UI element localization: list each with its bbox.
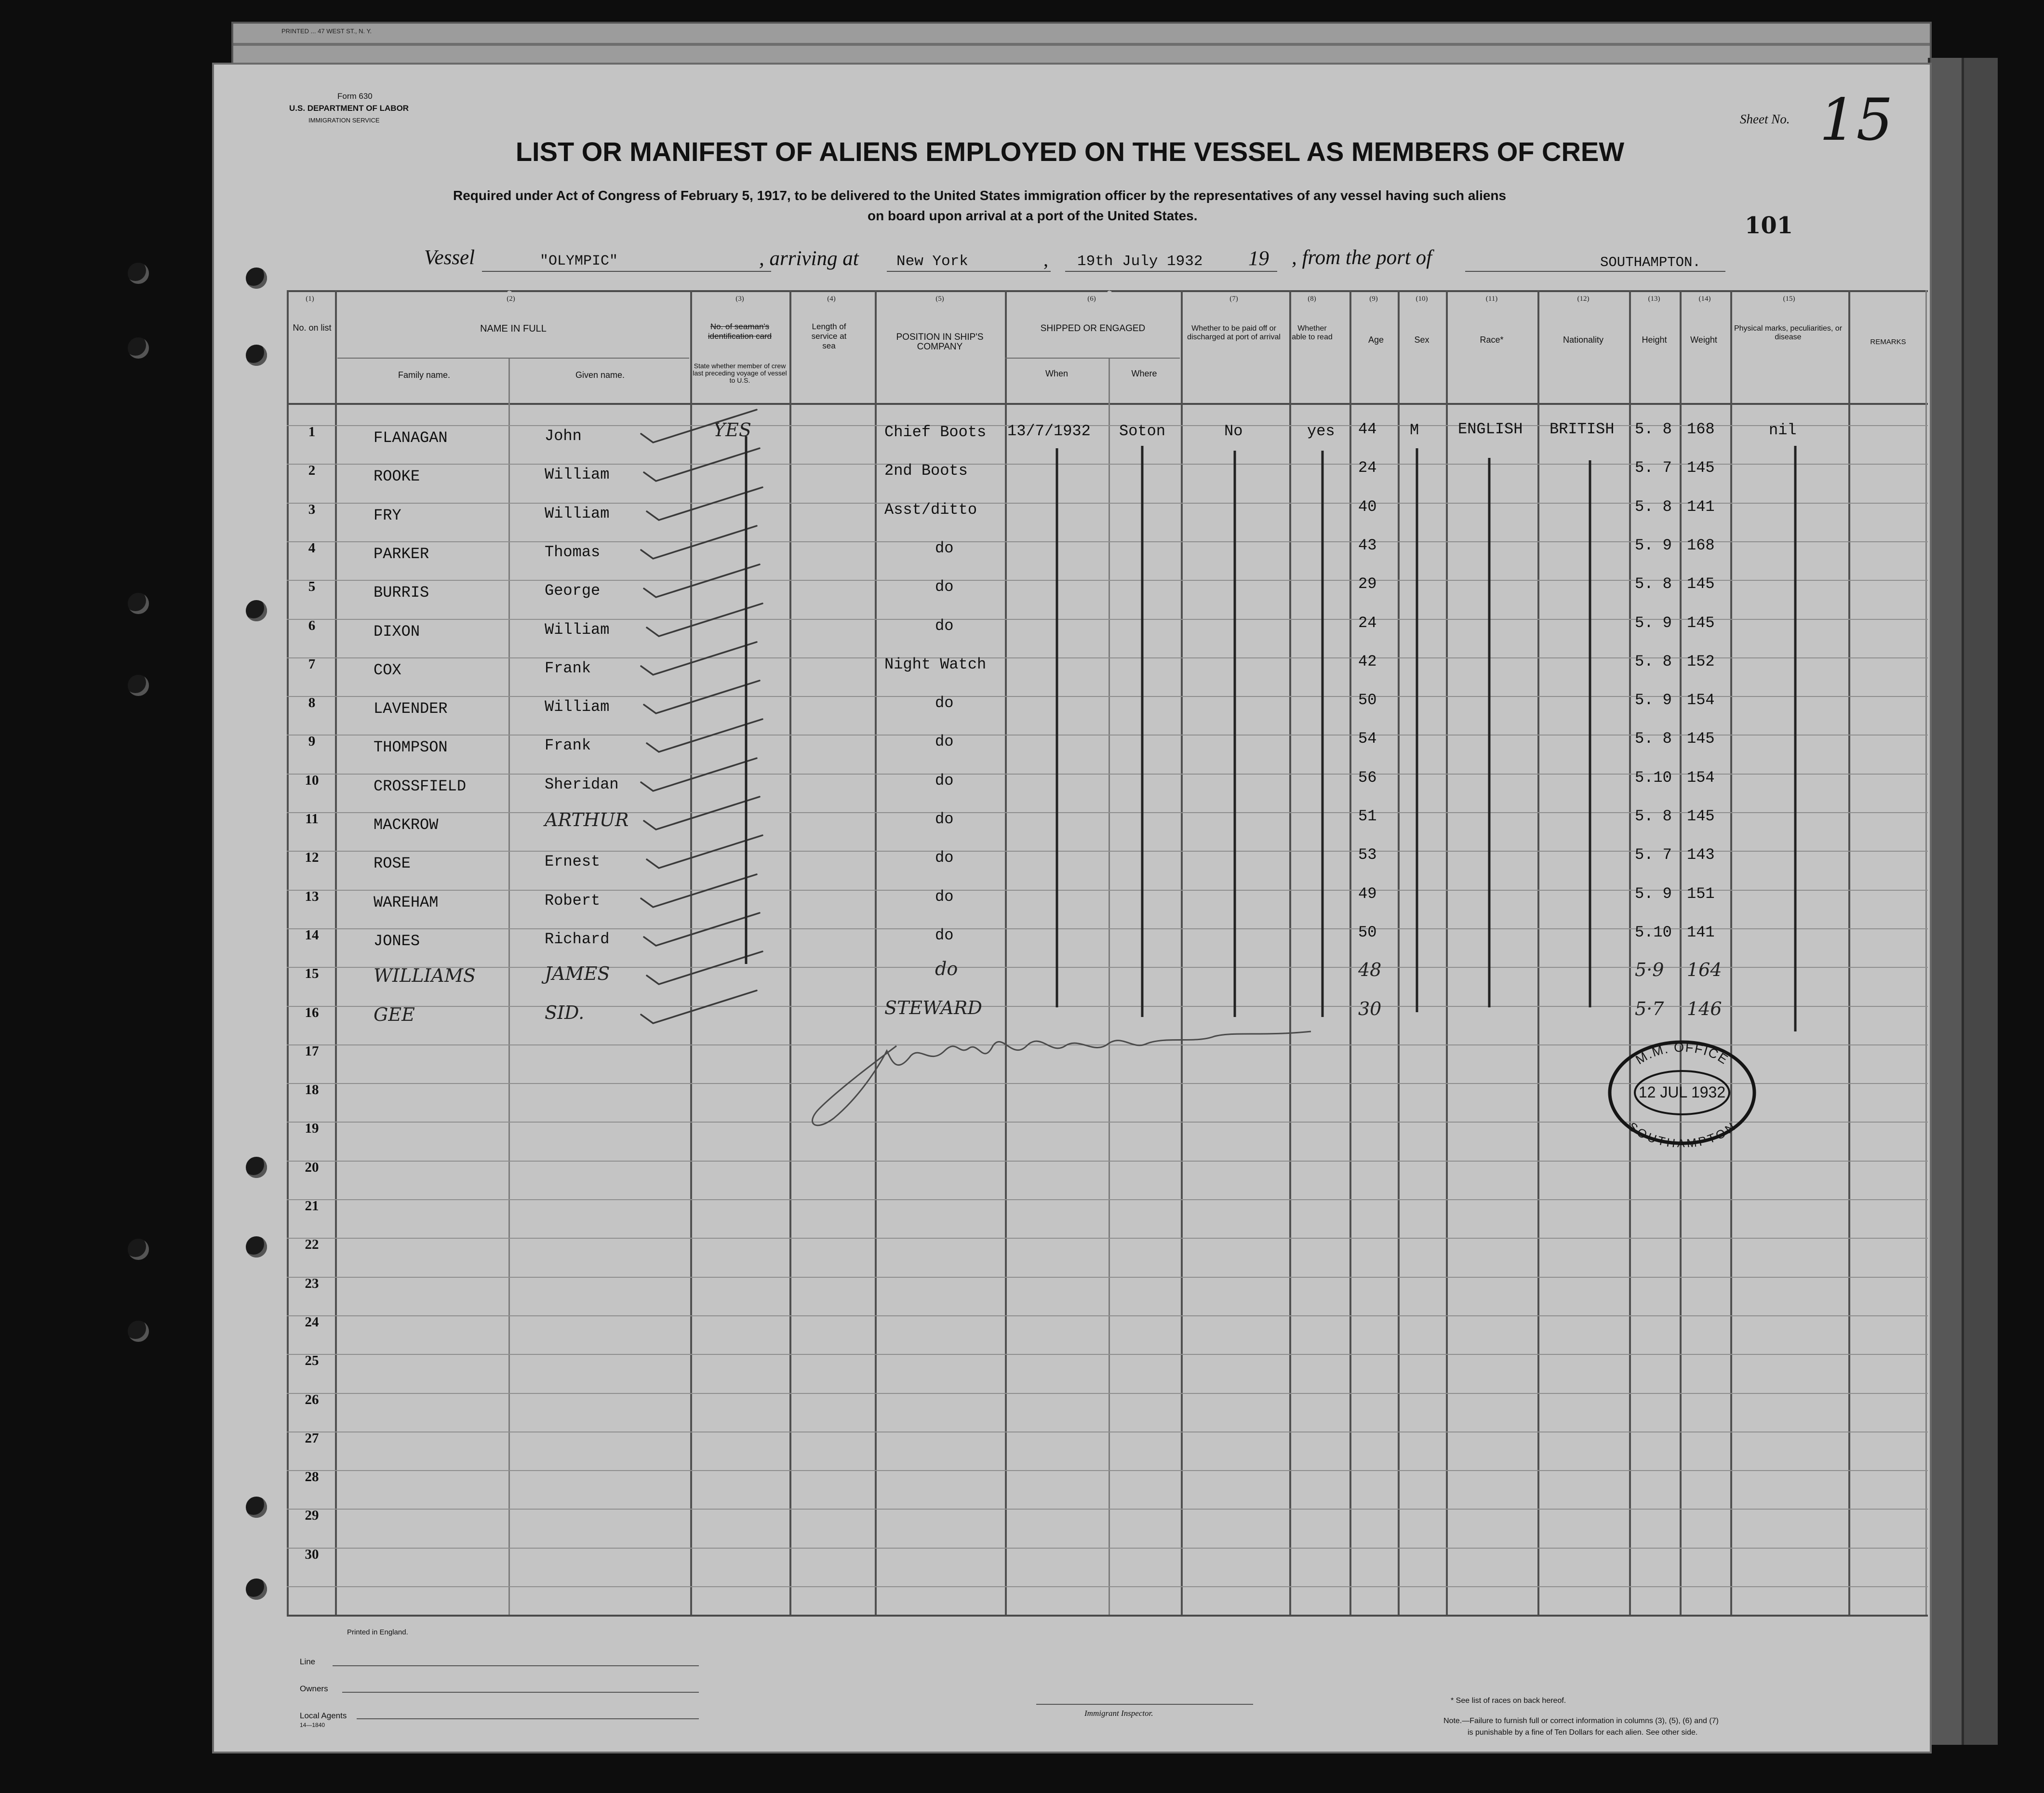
- check-mark: [644, 913, 760, 946]
- row-number: 8: [308, 695, 316, 710]
- age: 44: [1358, 420, 1377, 438]
- height: 5. 7: [1635, 846, 1672, 864]
- given-name: JAMES: [545, 963, 610, 984]
- check-mark: [641, 874, 757, 907]
- column-number: (5): [935, 295, 944, 303]
- header-position: POSITION IN SHIP'S COMPANY: [896, 332, 984, 352]
- row-number: 15: [305, 966, 319, 981]
- shipped-where: Soton: [1119, 422, 1166, 440]
- given-name: ARTHUR: [545, 809, 629, 830]
- age: 51: [1358, 807, 1377, 825]
- header-able-to-read: Whether able to read: [1292, 324, 1333, 341]
- height: 5. 9: [1635, 614, 1672, 632]
- position: Asst/ditto: [884, 501, 977, 519]
- row-number: 30: [305, 1547, 319, 1562]
- given-name: Ernest: [545, 853, 601, 870]
- row-number: 21: [305, 1198, 319, 1214]
- row-number: 4: [308, 540, 316, 556]
- subtitle-line-1: Required under Act of Congress of February 5, 1917, to be delivered to the United States immigration officer by the representatives of any vessel having such aliens: [453, 188, 1507, 203]
- row-number: 27: [305, 1431, 319, 1446]
- height: 5. 7: [1635, 459, 1672, 477]
- column-number: (14): [1698, 295, 1711, 303]
- header-given-name: Given name.: [575, 370, 625, 380]
- race: ENGLISH: [1458, 420, 1523, 438]
- family-name: WAREHAM: [374, 894, 439, 911]
- column-number: (11): [1485, 295, 1498, 303]
- row-number: 9: [308, 734, 316, 749]
- position: do: [935, 733, 954, 750]
- given-name: William: [545, 621, 610, 639]
- check-mark: [641, 642, 757, 675]
- service-label: IMMIGRATION SERVICE: [308, 117, 380, 124]
- stamp-bottom-text: SOUTHAMPTON: [1625, 1120, 1739, 1147]
- header-weight: Weight: [1690, 335, 1717, 345]
- header-length-of-service: Length of service at sea: [811, 322, 847, 350]
- family-name: JONES: [374, 932, 420, 950]
- weight: 143: [1687, 846, 1715, 864]
- row-number: 23: [305, 1276, 319, 1291]
- column-number: (10): [1416, 295, 1428, 303]
- height: 5. 8: [1635, 730, 1672, 748]
- weight: 145: [1687, 575, 1715, 593]
- weight: 168: [1687, 420, 1715, 438]
- footer-note-2: is punishable by a fine of Ten Dollars for each alien. See other side.: [1468, 1728, 1698, 1737]
- weight: 151: [1687, 885, 1715, 903]
- arrival-port: New York: [896, 253, 968, 270]
- local-agents-label: Local Agents: [300, 1711, 347, 1720]
- weight: 145: [1687, 730, 1715, 748]
- position: Night Watch: [884, 656, 987, 673]
- header-where: Where: [1131, 369, 1157, 378]
- height: 5. 8: [1635, 575, 1672, 593]
- row-number: 13: [305, 889, 319, 904]
- row-number: 2: [308, 463, 316, 478]
- row-number: 11: [305, 811, 319, 827]
- age: 50: [1358, 691, 1377, 709]
- row-number: 7: [308, 656, 316, 672]
- height: 5. 8: [1635, 420, 1672, 438]
- age: 54: [1358, 730, 1377, 748]
- reference-number: 101: [1745, 212, 1793, 239]
- column-number: (2): [507, 295, 515, 303]
- age: 43: [1358, 536, 1377, 554]
- check-mark: [644, 564, 760, 597]
- header-id-card-note: State whether member of crew last preceding voyage of vessel to U.S.: [693, 362, 787, 384]
- age: 56: [1358, 769, 1377, 787]
- arriving-label: , arriving at: [759, 247, 859, 270]
- header-family-name: Family name.: [398, 370, 451, 380]
- age: 48: [1358, 959, 1382, 980]
- given-name: SID.: [545, 1002, 585, 1023]
- family-name: LAVENDER: [374, 700, 448, 718]
- form-code: 14—1840: [300, 1722, 325, 1728]
- height: 5. 8: [1635, 498, 1672, 516]
- weight: 154: [1687, 769, 1715, 787]
- age: 42: [1358, 653, 1377, 670]
- height: 5·9: [1635, 959, 1664, 980]
- weight: 145: [1687, 614, 1715, 632]
- family-name: DIXON: [374, 623, 420, 641]
- from-port-label: , from the port of: [1292, 246, 1432, 269]
- row-number: 16: [305, 1005, 319, 1020]
- sheet-label: Sheet No.: [1740, 112, 1790, 126]
- family-name: ROOKE: [374, 468, 420, 485]
- position: do: [935, 539, 954, 557]
- header-race: Race*: [1480, 335, 1504, 345]
- column-number: (9): [1369, 295, 1378, 303]
- column-number: (12): [1577, 295, 1590, 303]
- position: do: [935, 888, 954, 906]
- subtitle-line-2: on board upon arrival at a port of the United States.: [868, 208, 1198, 223]
- family-name: THOMPSON: [374, 738, 448, 756]
- column-number: (15): [1783, 295, 1795, 303]
- header-sex: Sex: [1414, 335, 1429, 345]
- height: 5. 9: [1635, 536, 1672, 554]
- stamp-date: 12 JUL 1932: [1638, 1084, 1726, 1101]
- given-name: Frank: [545, 736, 591, 754]
- sheet-number: 15: [1819, 87, 1893, 154]
- given-name: George: [545, 582, 601, 600]
- height: 5. 8: [1635, 807, 1672, 825]
- vessel-label: Vessel: [424, 246, 475, 269]
- row-number: 14: [305, 927, 319, 943]
- weight: 145: [1687, 459, 1715, 477]
- position: do: [935, 849, 954, 867]
- position: do: [935, 958, 958, 979]
- age: 40: [1358, 498, 1377, 516]
- able-to-read-value: yes: [1307, 422, 1335, 440]
- row-number: 28: [305, 1469, 319, 1485]
- age: 53: [1358, 846, 1377, 864]
- check-mark: [641, 990, 757, 1023]
- weight: 146: [1687, 998, 1722, 1019]
- row-number: 20: [305, 1160, 319, 1175]
- stamp-top-text: M.M. OFFICE: [1633, 1040, 1731, 1068]
- given-name: Sheridan: [545, 776, 619, 793]
- weight: 141: [1687, 923, 1715, 941]
- header-paid-off: Whether to be paid off or discharged at port of arrival: [1187, 324, 1281, 341]
- check-mark: [641, 758, 757, 791]
- given-name: Thomas: [545, 543, 601, 561]
- footer-note-1: Note.—Failure to furnish full or correct information in columns (3), (5), (6) and (7): [1443, 1717, 1719, 1725]
- row-number: 25: [305, 1353, 319, 1368]
- weight: 164: [1687, 959, 1722, 980]
- family-name: CROSSFIELD: [374, 777, 467, 795]
- family-name: GEE: [374, 1004, 415, 1025]
- age: 50: [1358, 923, 1377, 941]
- check-mark: [644, 797, 760, 830]
- nationality: BRITISH: [1550, 420, 1615, 438]
- position: 2nd Boots: [884, 462, 968, 480]
- family-name: MACKROW: [374, 816, 439, 834]
- header-when: When: [1045, 369, 1069, 378]
- age: 49: [1358, 885, 1377, 903]
- row-number: 26: [305, 1392, 319, 1407]
- position: do: [935, 926, 954, 944]
- row-number: 12: [305, 850, 319, 865]
- height: 5. 8: [1635, 653, 1672, 670]
- column-number: (3): [735, 295, 744, 303]
- row-number: 29: [305, 1508, 319, 1523]
- family-name: FLANAGAN: [374, 429, 448, 447]
- header-name-in-full: NAME IN FULL: [480, 323, 547, 334]
- given-name: William: [545, 698, 610, 716]
- row-number: 5: [308, 579, 316, 594]
- year-suffix: 19: [1248, 247, 1269, 270]
- family-name: ROSE: [374, 855, 411, 872]
- row-number: 24: [305, 1314, 319, 1330]
- sex: M: [1410, 421, 1419, 439]
- check-mark: [641, 410, 757, 442]
- age: 29: [1358, 575, 1377, 593]
- row-number: 1: [308, 424, 316, 440]
- height: 5·7: [1635, 998, 1664, 1019]
- race-note: * See list of races on back hereof.: [1451, 1697, 1566, 1705]
- given-name: William: [545, 466, 610, 483]
- arrival-date: 19th July 1932: [1077, 253, 1203, 270]
- position: do: [935, 810, 954, 828]
- row-number: 22: [305, 1237, 319, 1252]
- position: STEWARD: [884, 997, 982, 1018]
- department-label: U.S. DEPARTMENT OF LABOR: [289, 104, 409, 113]
- column-number: (13): [1648, 295, 1660, 303]
- height: 5.10: [1635, 769, 1672, 787]
- check-mark: [641, 526, 757, 559]
- header-no-on-list: No. on list: [293, 323, 332, 333]
- check-mark: [644, 681, 760, 713]
- age: 24: [1358, 614, 1377, 632]
- shipped-when: 13/7/1932: [1007, 422, 1091, 440]
- page-title: LIST OR MANIFEST OF ALIENS EMPLOYED ON THE VESSEL AS MEMBERS OF CREW: [515, 136, 1625, 167]
- family-name: PARKER: [374, 545, 429, 563]
- row-number: 17: [305, 1044, 319, 1059]
- height: 5.10: [1635, 923, 1672, 941]
- given-name: Richard: [545, 930, 610, 948]
- mm-office-stamp: [1605, 1039, 1759, 1147]
- header-nationality: Nationality: [1563, 335, 1604, 345]
- row-number: 18: [305, 1082, 319, 1097]
- family-name: COX: [374, 661, 401, 679]
- printed-in: Printed in England.: [347, 1628, 408, 1636]
- column-number: (4): [827, 295, 836, 303]
- owners-label: Owners: [300, 1684, 328, 1693]
- weight: 145: [1687, 807, 1715, 825]
- header-remarks: REMARKS: [1870, 338, 1906, 346]
- header-height: Height: [1642, 335, 1667, 345]
- height: 5. 9: [1635, 885, 1672, 903]
- weight: 154: [1687, 691, 1715, 709]
- position: do: [935, 694, 954, 712]
- family-name: FRY: [374, 507, 401, 524]
- age: 30: [1358, 998, 1382, 1019]
- header-shipped-engaged: SHIPPED OR ENGAGED: [1040, 323, 1146, 334]
- form-number: Form 630: [337, 92, 373, 101]
- weight: 141: [1687, 498, 1715, 516]
- row-number: 10: [305, 773, 319, 788]
- row-number: 3: [308, 502, 316, 517]
- given-name: John: [545, 427, 582, 445]
- height: 5. 9: [1635, 691, 1672, 709]
- immigrant-inspector-label: Immigrant Inspector.: [1084, 1709, 1153, 1718]
- row-number: 6: [308, 618, 316, 633]
- column-number: (6): [1087, 295, 1096, 303]
- column-number: (1): [306, 295, 314, 303]
- given-name: William: [545, 505, 610, 522]
- position: do: [935, 578, 954, 596]
- header-id-card: No. of seaman's identification card: [708, 322, 772, 341]
- header-physical-marks: Physical marks, peculiarities, or disease: [1734, 324, 1843, 341]
- physical-marks: nil: [1769, 421, 1797, 439]
- check-mark: [644, 448, 760, 481]
- id-card-value: YES: [713, 419, 751, 441]
- family-name: WILLIAMS: [374, 965, 476, 986]
- position: do: [935, 772, 954, 789]
- svg-text:M.M. OFFICE: [1633, 1040, 1731, 1068]
- svg-text:SOUTHAMPTON: [1626, 1120, 1738, 1147]
- row-number: 19: [305, 1121, 319, 1136]
- line-label: Line: [300, 1657, 316, 1666]
- family-name: BURRIS: [374, 584, 429, 602]
- header-age: Age: [1368, 335, 1384, 345]
- column-number: (7): [1229, 295, 1238, 303]
- paid-off-value: No: [1224, 422, 1243, 440]
- printer-line: PRINTED ... 47 WEST ST., N. Y.: [281, 27, 372, 35]
- position: Chief Boots: [884, 423, 987, 441]
- vessel-name: "OLYMPIC": [540, 253, 618, 269]
- manifest-scan: PRINTED ... 47 WEST ST., N. Y. Form 630 U.S. DEPARTMENT OF LABOR IMMIGRATION SERVICE Sheet No. 15 LIST OR MANIFEST OF ALIENS EMPLOYED ON THE VESSEL AS MEMBERS OF CREW Required under Act of Congress of February 5, 1917, to be delivered to the United States immigration officer by the representatives of any vessel having such aliens on board upon arrival at a port of the United States. 101 Vessel "OLYMPIC" , arriving at New York , 19th July 1932 19 , from the port of SOUTHAMPTON. (1) (2) (3) (4) (5) (6) (7) (8) (9) (10) (11) (12) (13) (14) (15) No. on list NAME IN FULL Family name. Given name. No. of seaman's identification card State whether member of crew last preceding voyage of vessel to U.S. Length of service at sea POSITION IN SHIP'S COMPANY SHIPPED OR ENGAGED When Where Whether to be paid off or discharged at port of arrival Whether able to read Age Sex Race* Nationality Height Weight Physical marks, peculiarities, or disease REMARKS 1 FLANAGAN John YES Chief Boots 13/7/1932 Soton No yes 44 M ENGLISH BRITISH 5. 8 168 nil 2 ROOKE William 2nd Boots 24 5. 7 145 3 FRY William Asst/ditto 40 5. 8 141 4 PARKER Thomas do 43 5. 9 168 5 BURRIS George do 29 5. 8 145 6 DIXON William do 24 5. 9 145 7 COX Frank Night Watch 42 5. 8 152 8 LAVENDER William do 50 5. 9 154 9 THOMPSON Frank do 54 5. 8 145 10 CROSSFIELD Sheridan do 56 5.10 154 11 MACKROW ARTHUR do 51 5. 8 145 12 ROSE Ernest do 53 5. 7 143 13 WAREHAM Robert do 49 5. 9 151 14 JONES Richard do 50 5.10 141 15 WILLIAMS JAMES do 48 5·9 164 16 GEE SID. STEWARD 30 5·7 146 17 18 19 20 21 22 23 24 25 26 27 28 29 30 M.M. OFFICE SOUTHAMPTON 12 JUL 1932 Printed in England. Line Owners Local Agents 14—1840 Immigrant Inspector. * See list of races on back hereof. Note.—Failure to furnish full or correct information in columns (3), (5), (6) and (7) is punishable by a fine of Ten Dollars for each alien. See other side.: [0, 0, 2044, 1793]
- position: do: [935, 617, 954, 635]
- given-name: Robert: [545, 892, 601, 910]
- signature: [813, 1031, 1311, 1125]
- weight: 152: [1687, 653, 1715, 670]
- weight: 168: [1687, 536, 1715, 554]
- column-number: (8): [1308, 295, 1316, 303]
- departure-port: SOUTHAMPTON.: [1600, 254, 1701, 270]
- given-name: Frank: [545, 659, 591, 677]
- age: 24: [1358, 459, 1377, 477]
